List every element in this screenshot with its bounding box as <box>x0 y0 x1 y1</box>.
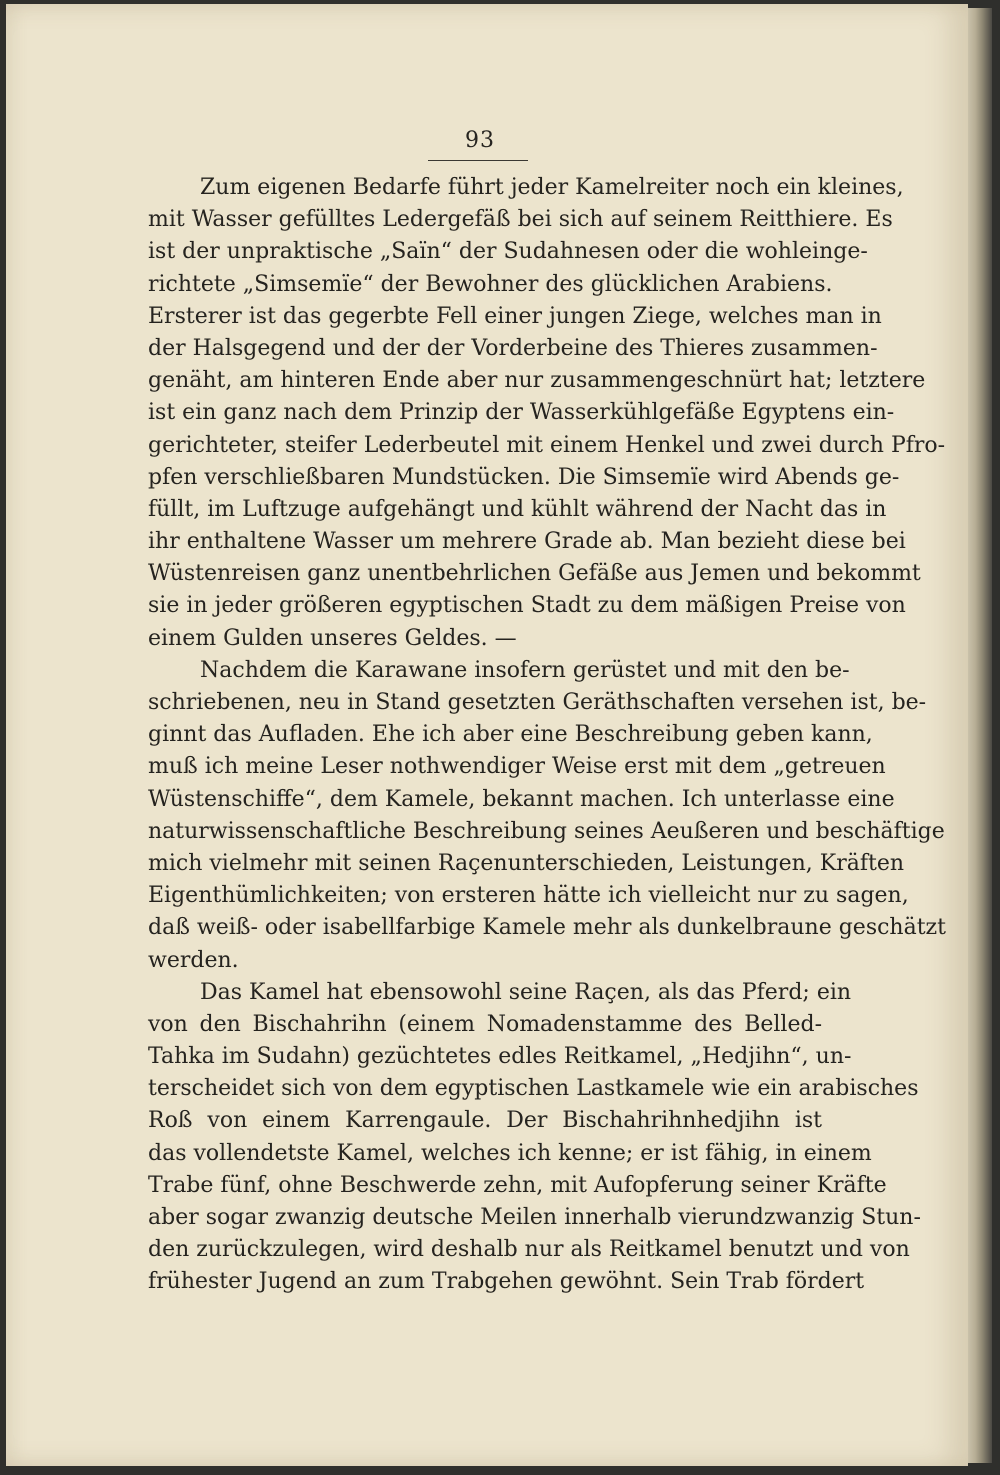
page-edge <box>968 8 992 1463</box>
text-line: gerichteter, steifer Lederbeutel mit einem Henkel und zwei durch Pfro- <box>148 432 946 458</box>
text-line: einem Gulden unseres Geldes. — <box>148 625 517 651</box>
text-line: Eigenthümlichkeiten; von ersteren hätte ich vielleicht nur zu sagen, <box>148 883 909 909</box>
text-line: ihr enthaltene Wasser um mehrere Grade ab. Man bezieht diese bei <box>148 529 906 555</box>
text-line: Zum eigenen Bedarfe führt jeder Kamelreiter noch ein kleines, <box>200 175 904 200</box>
header-rule <box>428 160 528 161</box>
text-line: daß weiß- oder isabellfarbige Kamele mehr als dunkelbraune geschätzt <box>148 915 946 941</box>
text-line: ginnt das Aufladen. Ehe ich aber eine Beschreibung geben kann, <box>148 722 873 748</box>
text-line: Roß von einem Karrengaule. Der Bischahrihnhedjihn ist <box>148 1108 822 1134</box>
text-line: füllt, im Luftzuge aufgehängt und kühlt während der Nacht das in <box>148 496 887 522</box>
text-line: der Halsgegend und der der Vorderbeine des Thieres zusammen- <box>148 335 878 361</box>
text-line: Nachdem die Karawane insofern gerüstet und mit den be- <box>200 657 850 683</box>
text-line: Wüstenreisen ganz unentbehrlichen Gefäße aus Jemen und bekommt <box>148 561 921 587</box>
text-line: frühester Jugend an zum Trabgehen gewöhnt. Sein Trab fördert <box>148 1269 865 1295</box>
text-line: Wüstenschiffe“, dem Kamele, bekannt machen. Ich unterlasse eine <box>148 786 895 812</box>
text-line: das vollendetste Kamel, welches ich kenne; er ist fähig, in einem <box>148 1140 872 1166</box>
text-line: Das Kamel hat ebensowohl seine Raçen, als das Pferd; ein <box>200 979 852 1005</box>
text-line: werden. <box>148 947 239 973</box>
text-line: ist der unpraktische „Saïn“ der Sudahnesen oder die wohleinge- <box>148 239 868 265</box>
text-line: Ersterer ist das gegerbte Fell einer jungen Ziege, welches man in <box>148 303 882 329</box>
text-line: sie in jeder größeren egyptischen Stadt zu dem mäßigen Preise von <box>148 593 906 619</box>
text-line: muß ich meine Leser nothwendiger Weise erst mit dem „getreuen <box>148 754 886 780</box>
text-line: Tahka im Sudahn) gezüchtetes edles Reitkamel, „Hedjihn“, un- <box>148 1044 852 1070</box>
body-text <box>148 172 946 1299</box>
text-line: Trabe fünf, ohne Beschwerde zehn, mit Aufopferung seiner Kräfte <box>148 1172 887 1198</box>
page-number: 93 <box>465 128 495 153</box>
text-line: mit Wasser gefülltes Ledergefäß bei sich auf seinem Reitthiere. Es <box>148 207 893 233</box>
text-line: richtete „Simsemïe“ der Bewohner des glücklichen Arabiens. <box>148 271 833 297</box>
text-line: den zurückzulegen, wird deshalb nur als Reitkamel benutzt und von <box>148 1237 910 1263</box>
text-line: terscheidet sich von dem egyptischen Lastkamele wie ein arabisches <box>148 1076 919 1102</box>
text-line: von den Bischahrihn (einem Nomadenstamme des Belled- <box>148 1011 822 1037</box>
text-line: genäht, am hinteren Ende aber nur zusammengeschnürt hat; letztere <box>148 368 926 394</box>
text-line: aber sogar zwanzig deutsche Meilen innerhalb vierundzwanzig Stun- <box>148 1205 921 1230</box>
text-line: pfen verschließbaren Mundstücken. Die Simsemïe wird Abends ge- <box>148 464 900 490</box>
text-line: naturwissenschaftliche Beschreibung seines Aeußeren und beschäftige <box>148 818 945 844</box>
text-line: schriebenen, neu in Stand gesetzten Geräthschaften versehen ist, be- <box>148 690 927 715</box>
text-line: mich vielmehr mit seinen Raçenunterschieden, Leistungen, Kräften <box>148 850 905 876</box>
text-line: ist ein ganz nach dem Prinzip der Wasserkühlgefäße Egyptens ein- <box>148 400 895 426</box>
